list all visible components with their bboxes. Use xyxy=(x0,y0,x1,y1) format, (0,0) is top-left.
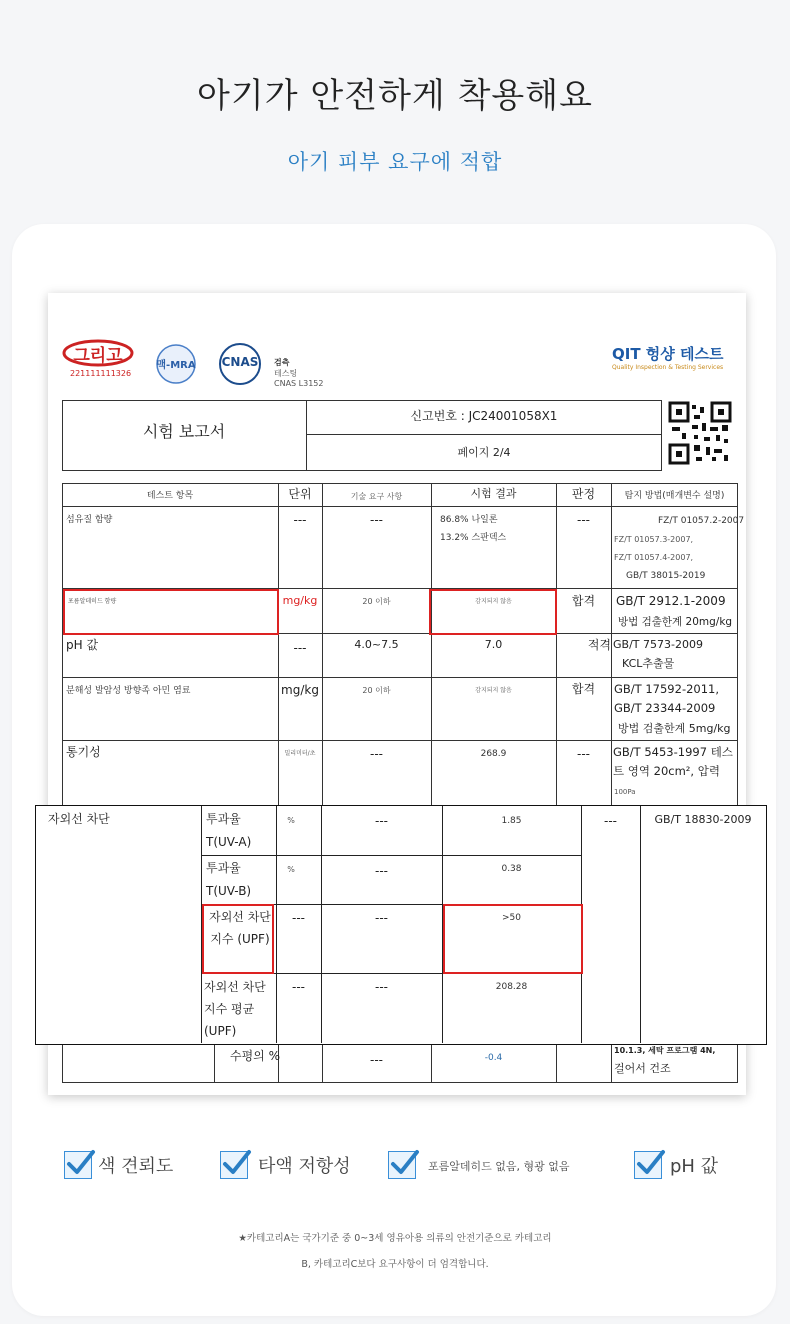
uv-row2-sub: 투과율 T(UV-B) xyxy=(206,861,252,898)
row4-method-3: 방법 검출한계 5mg/kg xyxy=(618,722,731,735)
row2-unit: mg/kg xyxy=(282,594,318,607)
brand-logo-1-number: 221111111326 xyxy=(70,369,132,378)
last-row-method-2: 걸어서 건조 xyxy=(614,1062,671,1075)
row5-result: 268.9 xyxy=(480,749,507,759)
checkbox-icon xyxy=(388,1151,416,1179)
brand-logo-1 xyxy=(62,339,134,379)
uv-row1-result: 1.85 xyxy=(501,816,522,826)
row5-judge: --- xyxy=(577,747,590,761)
uv-row4-sub: 자외선 차단 지수 평균(UPF) xyxy=(204,980,266,1038)
row2-item: 포름알데히드 함량 xyxy=(68,598,117,605)
qit-logo-text: QIT 헝샹 테스트 xyxy=(612,345,724,363)
row4-result: 감지되지 않음 xyxy=(475,687,512,694)
footnote-line-2: B, 카테고리C보다 요구사항이 더 엄격합니다. xyxy=(301,1259,489,1270)
row3-method-2: KCL추출물 xyxy=(622,657,675,670)
row2-judge: 합격 xyxy=(571,594,596,608)
report-title: 시험 보고서 xyxy=(142,422,226,441)
row1-method-1: FZ/T 01057.2-2007 xyxy=(658,516,745,526)
uv-row2-unit: % xyxy=(287,865,295,874)
uv-row1-unit: % xyxy=(287,816,295,825)
page-subtitle: 아기 피부 요구에 적합 xyxy=(287,150,503,174)
checkbox-icon xyxy=(64,1151,92,1179)
uv-row2-req: --- xyxy=(375,864,388,878)
row2-method-2: 방법 검출한계 20mg/kg xyxy=(618,616,733,628)
report-number: 신고번호 : JC24001058X1 xyxy=(410,409,558,423)
row1-judge: --- xyxy=(577,513,590,527)
col-header-requirement: 기술 요구 사항 xyxy=(350,492,403,501)
row1-method-3: FZ/T 01057.4-2007, xyxy=(614,553,694,562)
last-row-result: -0.4 xyxy=(484,1053,503,1063)
qr-code xyxy=(668,401,732,465)
uv-row2-result: 0.38 xyxy=(501,864,522,874)
qit-logo-sub: Quality Inspection & Testing Services xyxy=(612,364,724,371)
row3-item: pH 값 xyxy=(66,638,99,652)
last-row-req: --- xyxy=(370,1053,383,1067)
row4-item: 분해성 발암성 방향족 아민 염료 xyxy=(66,686,191,696)
mra-logo xyxy=(152,343,200,385)
row5-item: 통기성 xyxy=(66,745,101,759)
row1-unit: --- xyxy=(293,513,307,527)
row4-judge: 합격 xyxy=(571,682,596,696)
uv-row4-req: --- xyxy=(375,980,388,994)
row3-req: 4.0~7.5 xyxy=(354,638,399,651)
check-label-1: 색 견뢰도 xyxy=(98,1156,174,1177)
col-header-judgement: 판정 xyxy=(571,487,596,501)
checkbox-icon xyxy=(634,1151,662,1179)
uv-row1-sub: 투과율 T(UV-A) xyxy=(206,812,252,849)
row3-result: 7.0 xyxy=(484,638,503,651)
last-row-item: 수평의 % xyxy=(230,1049,280,1063)
uv-row4-unit: --- xyxy=(292,980,305,994)
highlight-upf-label xyxy=(202,904,274,974)
row5-unit: 밀리미터/초 xyxy=(284,750,316,757)
cnas-logo xyxy=(214,343,266,385)
uv-row4-result: 208.28 xyxy=(495,982,528,992)
uv-judge: --- xyxy=(604,814,617,828)
cnas-caption-line1: 검측 xyxy=(274,358,290,367)
cnas-caption-line2: 테스팅 xyxy=(274,369,298,378)
row1-result-b: 13.2% 스판덱스 xyxy=(440,533,507,543)
row4-method-1: GB/T 17592-2011, xyxy=(614,682,720,696)
row1-method-4: GB/T 38015-2019 xyxy=(626,571,706,581)
row4-method-2: GB/T 23344-2009 xyxy=(614,701,716,715)
row4-req: 20 이하 xyxy=(362,686,391,695)
col-header-item: 테스트 항목 xyxy=(146,491,194,501)
row3-unit: --- xyxy=(293,641,307,655)
qit-logo xyxy=(612,343,742,371)
highlight-upf-result xyxy=(443,904,583,974)
col-header-unit: 단위 xyxy=(288,487,312,501)
check-label-2: 타액 저항성 xyxy=(258,1156,351,1177)
row5-method-1: GB/T 5453-1997 테스 xyxy=(613,745,733,759)
row1-item: 섬유질 함량 xyxy=(66,515,113,525)
check-label-4: pH 값 xyxy=(670,1156,719,1177)
highlight-formaldehyde-result xyxy=(429,589,557,635)
cnas-caption xyxy=(274,357,323,388)
row5-method-2: 트 영역 20cm², 압력 xyxy=(613,764,720,778)
row2-method-1: GB/T 2912.1-2009 xyxy=(616,594,726,608)
uv-row3-req: --- xyxy=(375,911,388,925)
checkbox-icon xyxy=(220,1151,248,1179)
page-title: 아기가 안전하게 착용해요 xyxy=(197,76,593,116)
mra-logo-text: 맥-MRA xyxy=(156,360,196,371)
highlight-formaldehyde-item xyxy=(63,589,279,635)
uv-method: GB/T 18830-2009 xyxy=(654,813,752,826)
row1-req: --- xyxy=(370,513,383,527)
uv-item: 자외선 차단 xyxy=(48,812,110,826)
cnas-caption-line3: CNAS L3152 xyxy=(274,379,324,388)
uv-row3-unit: --- xyxy=(292,911,305,925)
col-header-method: 탐지 방법(매개변수 설명) xyxy=(624,491,725,501)
uv-protection-table xyxy=(35,805,767,1045)
report-page: 페이지 2/4 xyxy=(457,446,511,459)
row1-result-a: 86.8% 나일론 xyxy=(440,515,498,525)
check-label-3: 포름알데히드 없음, 형광 없음 xyxy=(428,1160,570,1173)
row3-method-1: GB/T 7573-2009 xyxy=(613,638,703,651)
uv-row1-req: --- xyxy=(375,814,388,828)
cnas-logo-text: CNAS xyxy=(221,355,259,369)
uv-row3-result: >50 xyxy=(502,913,521,923)
row3-judge: 적격 xyxy=(587,638,611,652)
row5-req: --- xyxy=(370,747,383,761)
row2-result: 감지되지 않음 xyxy=(475,598,512,605)
uv-row3-sub: 자외선 차단 지수 (UPF) xyxy=(209,910,271,946)
brand-logo-1-text: 그리고 xyxy=(73,346,123,366)
row1-method-2: FZ/T 01057.3-2007, xyxy=(614,535,694,544)
row4-unit: mg/kg xyxy=(281,683,319,697)
row5-method-3: 100Pa xyxy=(614,788,636,796)
col-header-result: 시험 결과 xyxy=(470,487,517,500)
row2-req: 20 이하 xyxy=(362,597,391,606)
footnote-line-1: ★카테고리A는 국가기준 중 0~3세 영유아용 의류의 안전기준으로 카테고리 xyxy=(238,1233,552,1244)
last-row-method-1: 10.1.3, 세탁 프로그램 4N, xyxy=(614,1046,716,1055)
